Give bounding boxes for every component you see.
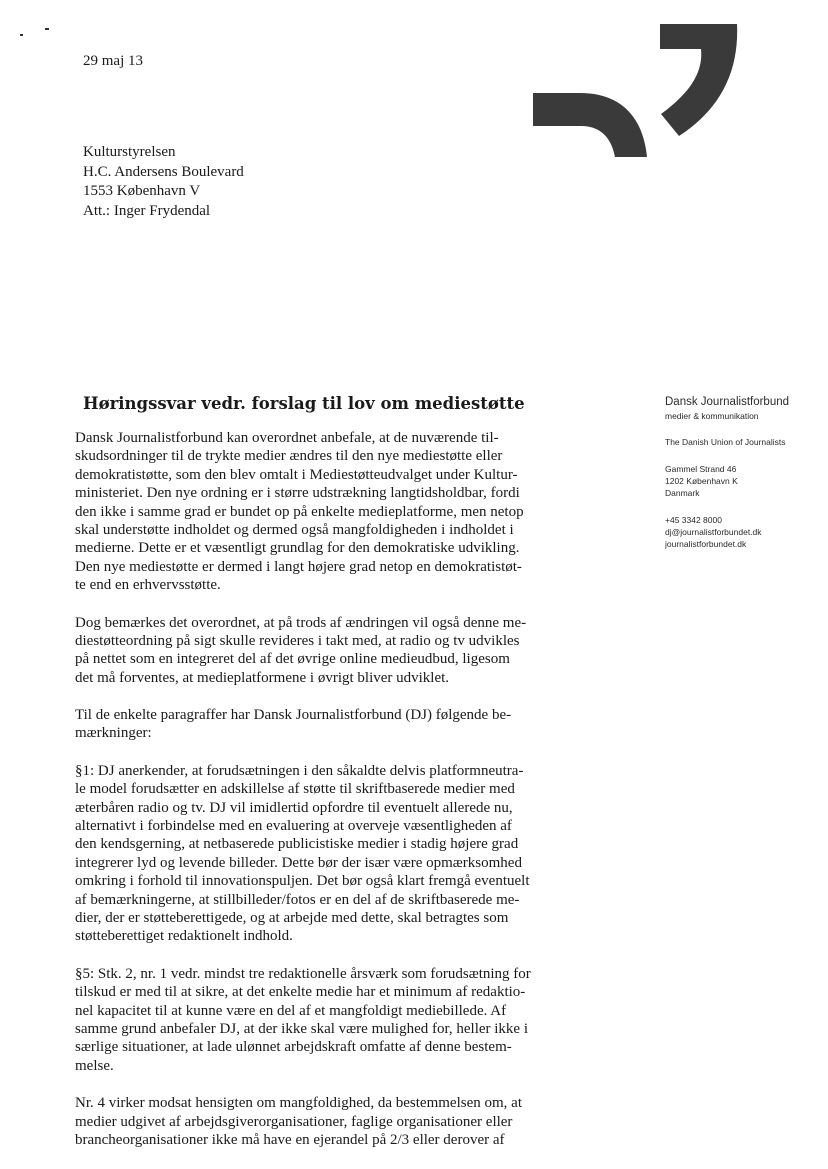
sender-english-name: The Danish Union of Journalists	[665, 437, 786, 447]
body-line: støtteberettiget redaktionelt indhold.	[75, 928, 293, 945]
scan-mark	[45, 28, 49, 30]
body-line: æterbåren radio og tv. DJ vil imidlertid opfordre til eventuelt allerede nu,	[75, 799, 513, 816]
body-line: på nettet som en integreret del af det øvrige online medieudbud, ligesom	[75, 651, 510, 668]
scan-mark	[20, 34, 23, 36]
body-line: samme grund anbefaler DJ, at der ikke skal være mulighed for, heller ikke i	[75, 1020, 529, 1037]
body-line: skal understøtte indholdet og dermed også mangfoldigheden i indholdet i	[75, 521, 514, 538]
body-paragraph	[75, 429, 610, 595]
body-paragraph	[75, 965, 610, 1075]
body-paragraph	[75, 706, 610, 743]
sender-address-line: Gammel Strand 46	[665, 464, 737, 474]
body-line: nel kapacitet til at kunne være en del af et mangfoldigt mediebillede. Af	[75, 1002, 507, 1019]
letter-heading: Høringssvar vedr. forslag til lov om mediestøtte	[83, 394, 525, 413]
body-line: af bemærkningerne, at stillbilleder/fotos er en del af de skriftbaserede me-	[75, 891, 520, 908]
body-line: den kendsgerning, at netbaserede publicistiske medier i stadig højere grad	[75, 836, 519, 853]
body-line: tilskud er med til at sikre, at det enkelte medie har et minimum af redaktio-	[75, 984, 526, 1001]
recipient-line: 1553 København V	[83, 183, 201, 200]
body-paragraph	[75, 614, 610, 688]
sender-org-name: Dansk Journalistforbund	[665, 396, 790, 408]
body-line: Den nye mediestøtte er dermed i langt højere grad netop en demokratistøt-	[75, 558, 522, 575]
body-line: integrerer lyd og levende billeder. Dette bør der især være opmærksomhed	[75, 854, 522, 871]
recipient-line: Att.: Inger Frydendal	[83, 203, 211, 220]
body-line: melse.	[75, 1057, 114, 1074]
body-line: Til de enkelte paragraffer har Dansk Journalistforbund (DJ) følgende be-	[75, 707, 512, 724]
body-line: Dog bemærkes det overordnet, at på trods af ændringen vil også denne me-	[75, 614, 527, 631]
body-line: diestøtteordning på sigt skulle revideres i takt med, at radio og tv udvikles	[75, 632, 520, 649]
body-line: mærkninger:	[75, 725, 152, 742]
sender-tagline: medier & kommunikation	[665, 411, 759, 421]
sender-email: dj@journalistforbundet.dk	[665, 527, 762, 537]
body-line: medier udgivet af arbejdsgiverorganisationer, faglige organisationer eller	[75, 1113, 513, 1130]
body-line: demokratistøtte, som den blev omtalt i Mediestøtteudvalget under Kultur-	[75, 466, 518, 483]
sender-address-line: 1202 København K	[665, 476, 738, 486]
body-line: dier, der er støtteberettigede, og at arbejde med dette, skal betragtes som	[75, 909, 509, 926]
body-line: le model forudsætter en adskillelse af støtte til skriftbaserede medier med	[75, 781, 515, 798]
body-paragraph	[75, 1094, 610, 1149]
body-line: den ikke i samme grad er bundet op på enkelte medieplatforme, men netop	[75, 503, 524, 520]
body-line: det må forventes, at medieplatformene i øvrigt bliver udviklet.	[75, 669, 450, 686]
body-line: §5: Stk. 2, nr. 1 vedr. mindst tre redaktionelle årsværk som forudsætning for	[75, 965, 531, 982]
body-line: alternativt i forbindelse med en evaluering at overveje væsentligheden af	[75, 818, 512, 835]
body-line: ministeriet. Den nye ordning er i større udstrækning langtidsholdbar, fordi	[75, 485, 520, 502]
body-line: særlige situationer, at lade ulønnet arbejdskraft omfatte af denne bestem-	[75, 1039, 512, 1056]
sender-address-line: Danmark	[665, 488, 700, 498]
recipient-line: H.C. Andersens Boulevard	[83, 163, 244, 180]
letter-body	[75, 429, 610, 1168]
body-line: medierne. Dette er et væsentligt grundlag for den demokratiske udvikling.	[75, 540, 520, 557]
sender-address	[665, 463, 825, 499]
body-line: Nr. 4 virker modsat hensigten om mangfoldighed, da bestemmelsen om, at	[75, 1095, 522, 1112]
sender-website: journalistforbundet.dk	[665, 539, 747, 549]
body-line: te end en erhvervsstøtte.	[75, 577, 221, 594]
body-line: §1: DJ anerkender, at forudsætningen i den såkaldte delvis platformneutra-	[75, 762, 524, 779]
recipient-line: Kulturstyrelsen	[83, 144, 176, 160]
body-line: omkring i forhold til innovationspuljen. Det bør også klart fremgå eventuelt	[75, 873, 530, 890]
letter-date: 29 maj 13	[83, 53, 143, 69]
body-line: brancheorganisationer ikke må have en ejerandel på 2/3 eller derover af	[75, 1131, 505, 1148]
body-line: Dansk Journalistforbund kan overordnet anbefale, at de nuværende til-	[75, 430, 499, 446]
recipient-address	[83, 143, 244, 222]
body-line: skudsordninger til de trykte medier ændres til den nye mediestøtte eller	[75, 448, 503, 465]
sender-contact	[665, 514, 825, 550]
sender-info	[665, 396, 825, 550]
dj-logo-icon	[533, 22, 748, 157]
body-paragraph	[75, 762, 610, 946]
sender-phone: +45 3342 8000	[665, 515, 722, 525]
